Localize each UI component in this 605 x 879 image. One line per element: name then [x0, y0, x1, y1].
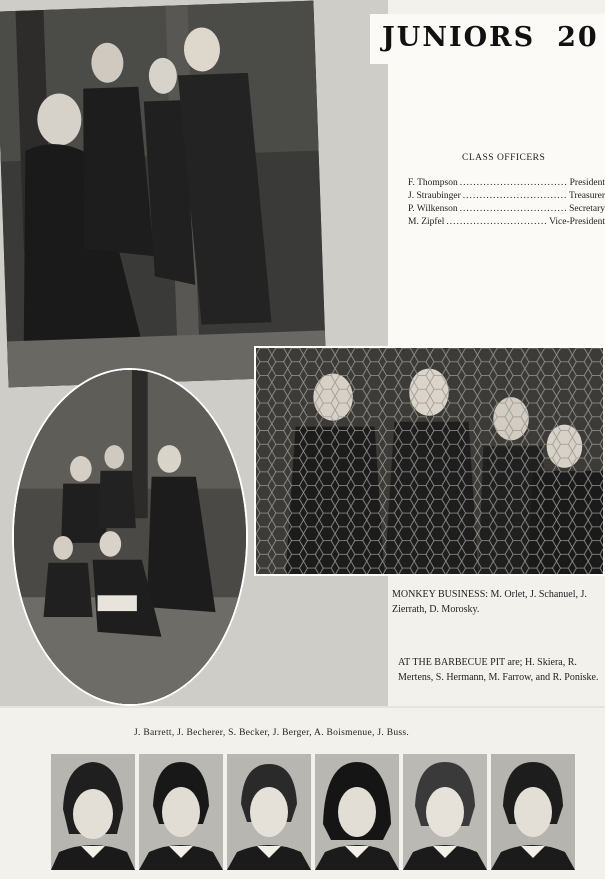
portrait-row	[51, 754, 575, 870]
class-officers-heading: CLASS OFFICERS	[462, 153, 546, 163]
officer-role: Vice-President	[549, 217, 605, 227]
officer-row	[408, 217, 605, 230]
officer-row	[408, 178, 605, 191]
officer-row	[408, 204, 605, 217]
section-title: JUNIORS	[382, 22, 536, 53]
portrait-photo	[403, 754, 487, 870]
leader-dots	[446, 217, 547, 227]
portrait-photo	[227, 754, 311, 870]
officer-role: Secretary	[569, 204, 605, 214]
leader-dots	[460, 204, 568, 214]
class-officers-list	[408, 178, 605, 230]
officer-role: Treasurer	[568, 191, 605, 201]
photo-monkey-business-fence	[254, 346, 605, 576]
leader-dots	[460, 178, 568, 188]
page-number: 20	[557, 22, 599, 53]
portrait-photo	[315, 754, 399, 870]
officer-row	[408, 191, 605, 204]
page-title	[382, 22, 599, 53]
leader-dots	[463, 191, 567, 201]
divider	[0, 706, 605, 708]
photo-students-by-tree	[0, 1, 326, 388]
caption-barbecue-pit: AT THE BARBECUE PIT are; H. Skiera, R. Mertens, S. Hermann, M. Farrow, and R. Poniske.	[398, 657, 599, 683]
officer-name: F. Thompson	[408, 178, 458, 188]
portrait-photo	[139, 754, 223, 870]
officer-role: President	[569, 178, 605, 188]
photo-barbecue-pit-oval	[12, 368, 248, 706]
officer-name: M. Zipfel	[408, 217, 445, 227]
caption-monkey-business: MONKEY BUSINESS: M. Orlet, J. Schanuel, J. Zierrath, D. Morosky.	[392, 589, 587, 615]
portrait-names: J. Barrett, J. Becherer, S. Becker, J. Berger, A. Boismenue, J. Buss.	[134, 728, 410, 738]
portrait-photo	[51, 754, 135, 870]
portrait-photo	[491, 754, 575, 870]
officer-name: P. Wilkenson	[408, 204, 458, 214]
officer-name: J. Straubinger	[408, 191, 461, 201]
